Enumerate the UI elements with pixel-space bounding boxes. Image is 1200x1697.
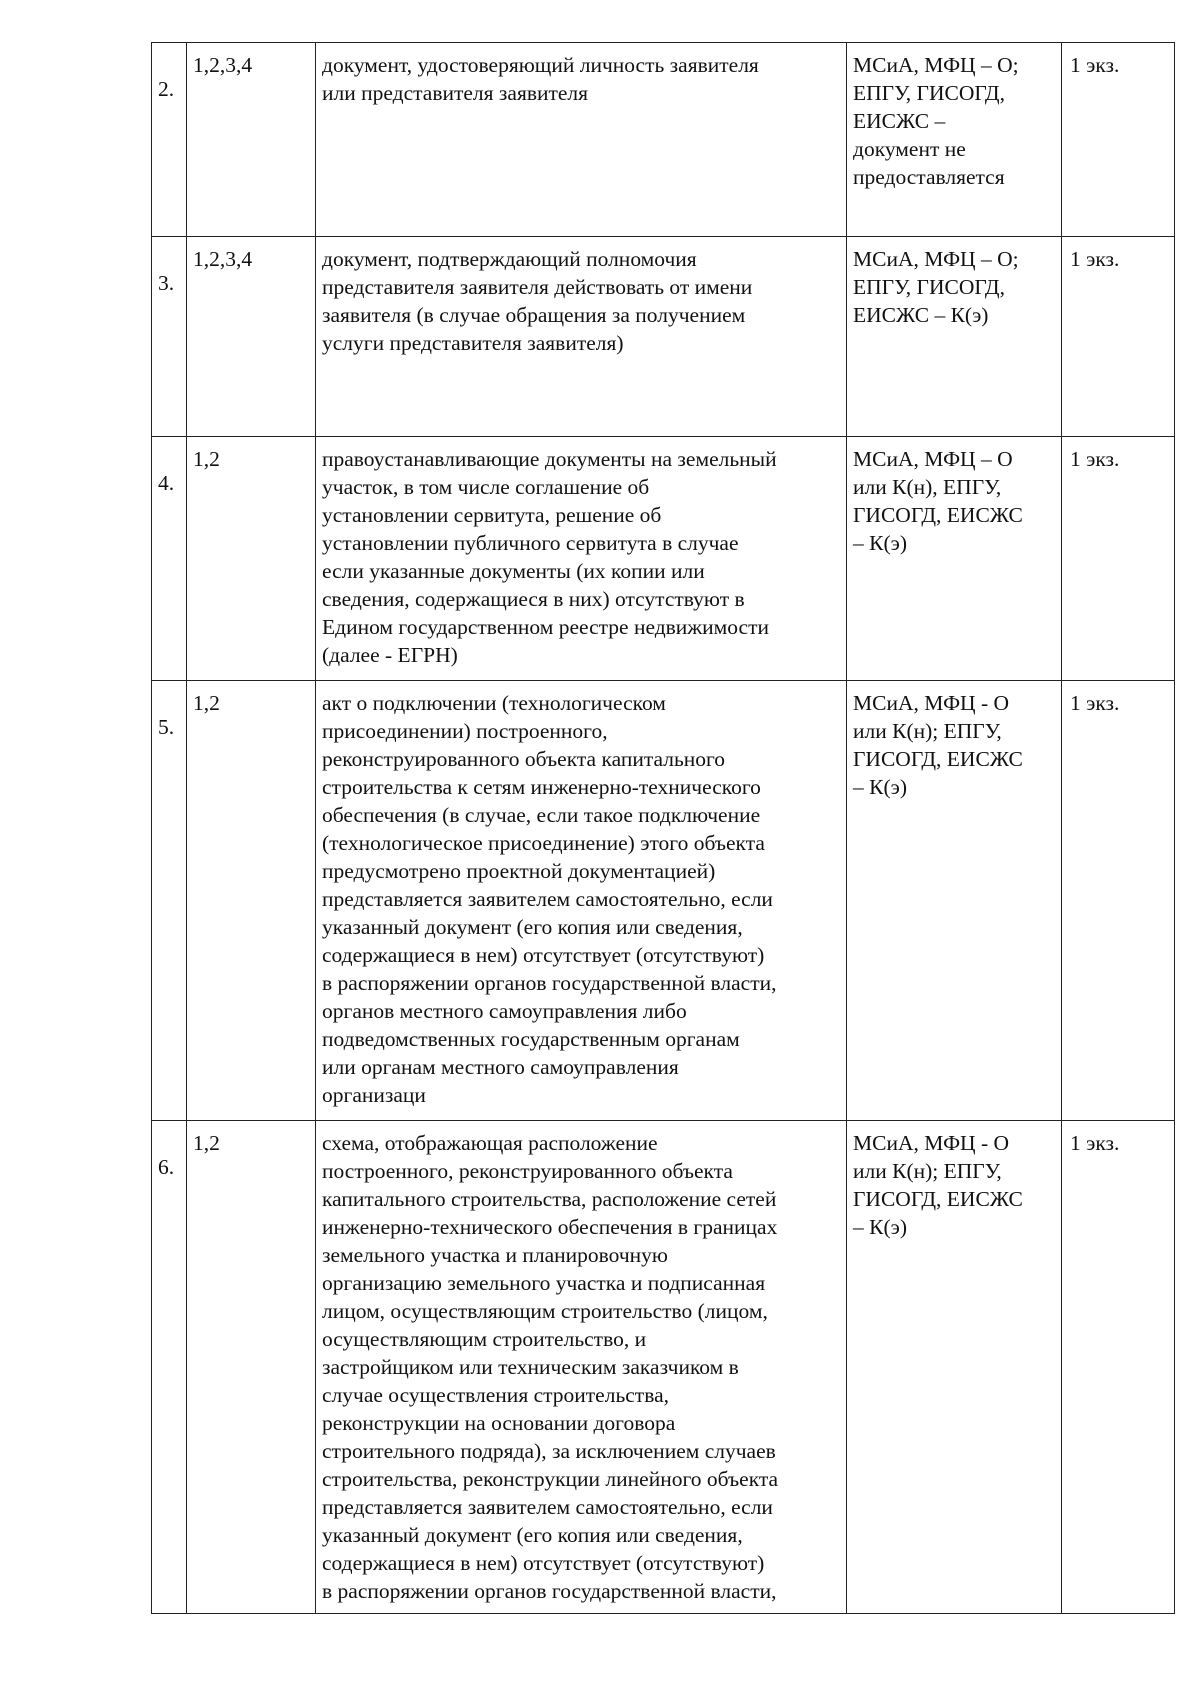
document-description	[316, 1121, 846, 1605]
description-line: услуги представителя заявителя)	[322, 331, 624, 355]
source-cell	[847, 237, 1062, 437]
applicant-categories: 1,2	[193, 1131, 220, 1155]
source-line: МСиА, МФЦ - О	[853, 1131, 1010, 1155]
row-number-cell	[152, 1121, 187, 1614]
description-line: осуществляющим строительство, и	[322, 1327, 647, 1351]
description-line: содержащиеся в нем) отсутствует (отсутствуют)	[322, 1551, 765, 1575]
source-line: или К(н), ЕПГУ,	[853, 475, 1002, 499]
description-line: установлении сервитута, решение об	[322, 503, 662, 527]
document-description	[316, 237, 846, 357]
source-line: МСиА, МФЦ - О	[853, 691, 1010, 715]
description-line: (далее - ЕГРН)	[322, 643, 458, 667]
description-line: застройщиком или техническим заказчиком в	[322, 1355, 739, 1379]
description-line: в распоряжении органов государственной власти,	[322, 971, 777, 995]
description-line: лицом, осуществляющим строительство (лицом,	[322, 1299, 768, 1323]
row-number-cell	[152, 237, 187, 437]
description-line: указанный документ (его копия или сведения,	[322, 915, 743, 939]
document-description	[316, 437, 846, 669]
description-line: земельного участка и планировочную	[322, 1243, 668, 1267]
description-line: акт о подключении (технологическом	[322, 691, 666, 715]
source-cell	[847, 437, 1062, 681]
source-line: ЕПГУ, ГИСОГД,	[853, 275, 1005, 299]
description-line: реконструированного объекта капитального	[322, 747, 726, 771]
description-line: указанный документ (его копия или сведения,	[322, 1523, 743, 1547]
source-line: МСиА, МФЦ – О;	[853, 247, 1019, 271]
quantity-cell	[1062, 681, 1175, 1121]
table-row	[152, 237, 1175, 437]
submission-method	[847, 237, 1061, 329]
row-number-cell	[152, 437, 187, 681]
description-line: или органам местного самоуправления	[322, 1055, 679, 1079]
description-line: в распоряжении органов государственной власти,	[322, 1579, 777, 1603]
description-line: присоединении) построенного,	[322, 719, 608, 743]
description-line: установлении публичного сервитута в случае	[322, 531, 739, 555]
source-line: или К(н); ЕПГУ,	[853, 1159, 1002, 1183]
description-cell	[316, 681, 847, 1121]
categories-cell	[187, 43, 316, 237]
description-line: представляется заявителем самостоятельно, если	[322, 1495, 773, 1519]
description-line: представляется заявителем самостоятельно, если	[322, 887, 773, 911]
description-cell	[316, 1121, 847, 1614]
source-line: или К(н); ЕПГУ,	[853, 719, 1002, 743]
row-number: 6.	[158, 1155, 175, 1179]
copies-count: 1 экз.	[1070, 53, 1120, 77]
categories-cell	[187, 437, 316, 681]
description-line: (технологическое присоединение) этого объекта	[322, 831, 765, 855]
quantity-cell	[1062, 43, 1175, 237]
table-row	[152, 1121, 1175, 1614]
source-line: МСиА, МФЦ – О;	[853, 53, 1019, 77]
document-description	[316, 681, 846, 1109]
source-line: – К(э)	[853, 1215, 908, 1239]
categories-cell	[187, 1121, 316, 1614]
description-cell	[316, 43, 847, 237]
document-description	[316, 43, 846, 107]
description-line: строительства к сетям инженерно-технического	[322, 775, 761, 799]
description-line: сведения, содержащиеся в них) отсутствуют в	[322, 587, 745, 611]
table-row	[152, 681, 1175, 1121]
copies-count: 1 экз.	[1070, 247, 1120, 271]
description-line: документ, подтверждающий полномочия	[322, 247, 697, 271]
description-line: строительного подряда), за исключением случаев	[322, 1439, 776, 1463]
applicant-categories: 1,2,3,4	[193, 247, 253, 271]
description-line: схема, отображающая расположение	[322, 1131, 658, 1155]
copies-count: 1 экз.	[1070, 447, 1120, 471]
description-line: заявителя (в случае обращения за получением	[322, 303, 746, 327]
description-line: представителя заявителя действовать от имени	[322, 275, 753, 299]
source-line: ЕПГУ, ГИСОГД,	[853, 81, 1005, 105]
table-row	[152, 43, 1175, 237]
row-number: 2.	[158, 77, 175, 101]
source-line: МСиА, МФЦ – О	[853, 447, 1013, 471]
description-line: Едином государственном реестре недвижимости	[322, 615, 769, 639]
description-line: предусмотрено проектной документацией)	[322, 859, 716, 883]
source-cell	[847, 1121, 1062, 1614]
description-line: строительства, реконструкции линейного объекта	[322, 1467, 779, 1491]
description-line: органов местного самоуправления либо	[322, 999, 687, 1023]
applicant-categories: 1,2	[193, 691, 220, 715]
description-line: построенного, реконструированного объекта	[322, 1159, 733, 1183]
source-line: ЕИСЖС –	[853, 109, 946, 133]
copies-count: 1 экз.	[1070, 691, 1120, 715]
description-line: организаци	[322, 1083, 426, 1107]
description-line: документ, удостоверяющий личность заявителя	[322, 53, 759, 77]
copies-count: 1 экз.	[1070, 1131, 1120, 1155]
source-line: – К(э)	[853, 531, 908, 555]
row-number-cell	[152, 681, 187, 1121]
quantity-cell	[1062, 437, 1175, 681]
source-line: ГИСОГД, ЕИСЖС	[853, 747, 1023, 771]
quantity-cell	[1062, 237, 1175, 437]
submission-method	[847, 681, 1061, 801]
description-line: подведомственных государственным органам	[322, 1027, 740, 1051]
description-cell	[316, 237, 847, 437]
description-line: или представителя заявителя	[322, 81, 589, 105]
source-cell	[847, 681, 1062, 1121]
description-line: обеспечения (в случае, если такое подключение	[322, 803, 761, 827]
source-line: предоставляется	[853, 165, 1005, 189]
description-line: инженерно-технического обеспечения в границах	[322, 1215, 778, 1239]
row-number: 3.	[158, 271, 175, 295]
submission-method	[847, 1121, 1061, 1241]
source-line: ЕИСЖС – К(э)	[853, 303, 989, 327]
row-number: 5.	[158, 715, 175, 739]
submission-method	[847, 437, 1061, 557]
applicant-categories: 1,2	[193, 447, 220, 471]
description-line: случае осуществления строительства,	[322, 1383, 669, 1407]
quantity-cell	[1062, 1121, 1175, 1614]
categories-cell	[187, 237, 316, 437]
description-line: если указанные документы (их копии или	[322, 559, 705, 583]
description-line: организацию земельного участка и подписанная	[322, 1271, 766, 1295]
description-cell	[316, 437, 847, 681]
source-line: – К(э)	[853, 775, 908, 799]
description-line: капитального строительства, расположение сетей	[322, 1187, 777, 1211]
source-line: документ не	[853, 137, 966, 161]
description-line: правоустанавливающие документы на земельный	[322, 447, 777, 471]
source-line: ГИСОГД, ЕИСЖС	[853, 1187, 1023, 1211]
description-line: реконструкции на основании договора	[322, 1411, 676, 1435]
documents-table	[151, 42, 1175, 1614]
row-number: 4.	[158, 471, 175, 495]
source-line: ГИСОГД, ЕИСЖС	[853, 503, 1023, 527]
applicant-categories: 1,2,3,4	[193, 53, 253, 77]
row-number-cell	[152, 43, 187, 237]
description-line: участок, в том числе соглашение об	[322, 475, 650, 499]
description-line: содержащиеся в нем) отсутствует (отсутствуют)	[322, 943, 765, 967]
submission-method	[847, 43, 1061, 191]
table-row	[152, 437, 1175, 681]
source-cell	[847, 43, 1062, 237]
categories-cell	[187, 681, 316, 1121]
